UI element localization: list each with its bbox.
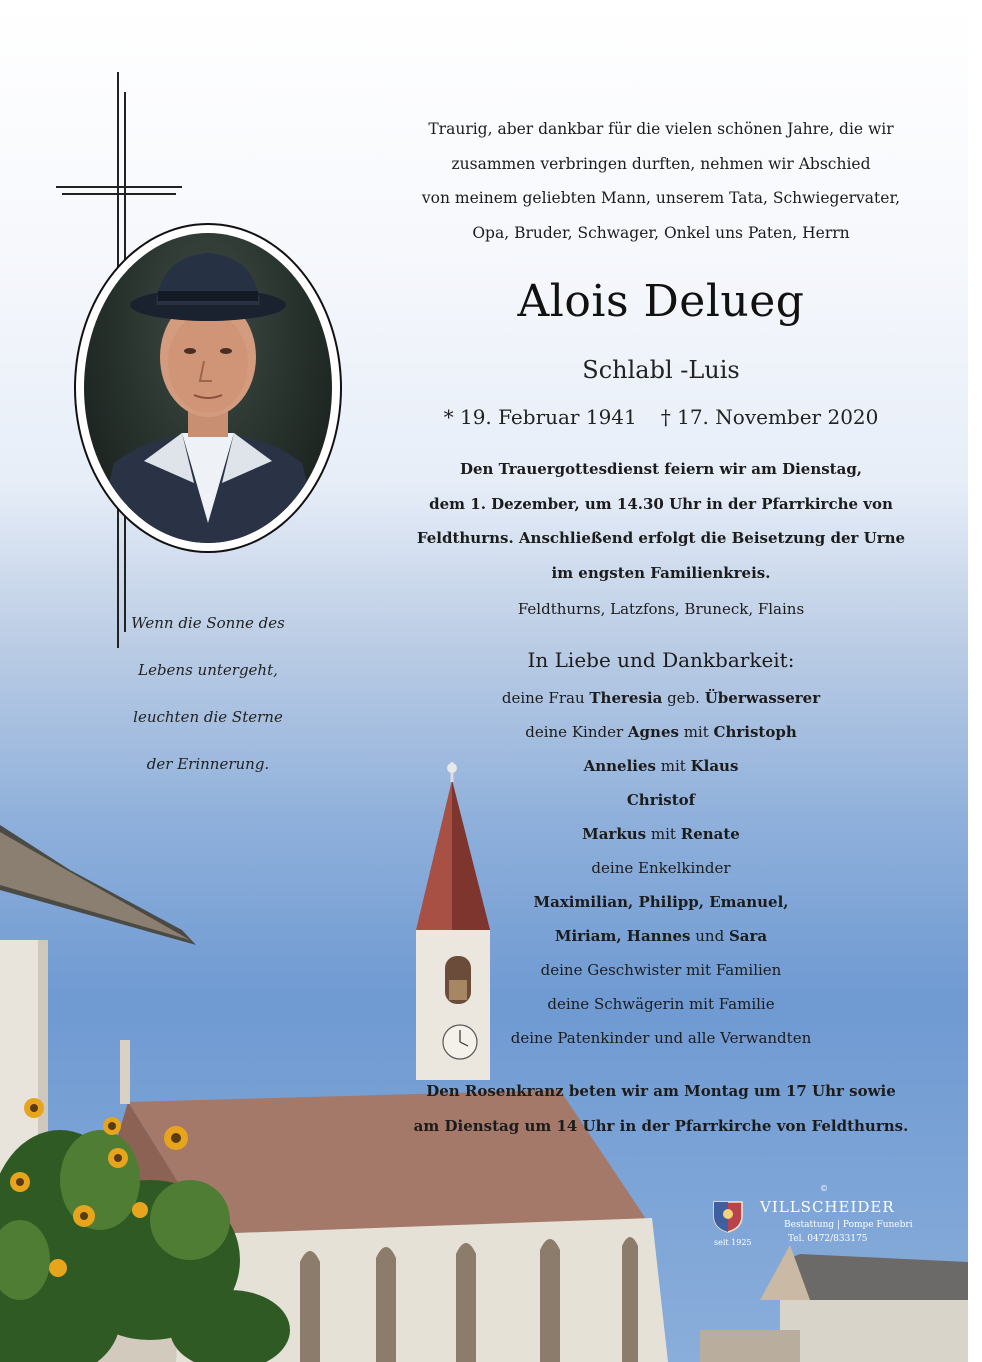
logo-phone: Tel. 0472/833175 bbox=[788, 1234, 868, 1244]
verse-line: Wenn die Sonne des bbox=[131, 614, 285, 632]
service-line: im engsten Familienkreis. bbox=[551, 563, 771, 582]
relative-line: deine Geschwister mit Familien bbox=[540, 961, 782, 979]
relative-line: deine Schwägerin mit Familie bbox=[547, 995, 775, 1013]
relatives-list bbox=[400, 681, 922, 1055]
page-margin bbox=[968, 0, 982, 1362]
life-dates bbox=[400, 398, 922, 436]
service-line: dem 1. Dezember, um 14.30 Uhr in der Pfarrkirche von bbox=[429, 494, 893, 513]
deceased-name: Alois Delueg bbox=[517, 276, 805, 327]
logo-since: seit 1925 bbox=[714, 1238, 752, 1247]
verse bbox=[110, 600, 306, 788]
rosary-text bbox=[400, 1074, 922, 1144]
verse-line: Lebens untergeht, bbox=[138, 661, 278, 679]
death-date: † 17. November 2020 bbox=[660, 405, 879, 429]
service-line: Den Trauergottesdienst feiern wir am Dienstag, bbox=[459, 460, 863, 478]
relative-line: Markus mit Renate bbox=[582, 825, 740, 843]
relative-line: deine Patenkinder und alle Verwandten bbox=[510, 1029, 812, 1047]
logo-subtitle: Bestattung | Pompe Funebri bbox=[784, 1220, 913, 1230]
intro-line: Opa, Bruder, Schwager, Onkel uns Paten, Herrn bbox=[472, 223, 850, 242]
cross-horizontal-line-inner bbox=[62, 193, 176, 195]
deceased-nickname: Schlabl -Luis bbox=[582, 356, 740, 384]
portrait-photo bbox=[84, 233, 332, 543]
rosary-line: Den Rosenkranz beten wir am Montag um 17 Uhr sowie bbox=[426, 1082, 896, 1100]
relative-line: Maximilian, Philipp, Emanuel, bbox=[533, 893, 789, 911]
relative-line: deine Enkelkinder bbox=[591, 859, 731, 877]
relative-line: deine Frau Theresia geb. Überwasserer bbox=[501, 689, 821, 707]
logo-name: VILLSCHEIDER bbox=[760, 1198, 895, 1216]
birth-date: * 19. Februar 1941 bbox=[443, 405, 637, 429]
relative-line: deine Kinder Agnes mit Christoph bbox=[525, 723, 797, 741]
relative-line: Miriam, Hannes und Sara bbox=[554, 927, 768, 945]
rosary-line: am Dienstag um 14 Uhr in der Pfarrkirche von Feldthurns. bbox=[413, 1117, 909, 1135]
funeral-service-text bbox=[400, 452, 922, 590]
crest-icon bbox=[710, 1198, 746, 1234]
verse-line: der Erinnerung. bbox=[146, 755, 270, 773]
verse-line: leuchten die Sterne bbox=[133, 708, 283, 726]
relative-line: Annelies mit Klaus bbox=[583, 757, 739, 775]
intro-line: von meinem geliebten Mann, unserem Tata, Schwiegervater, bbox=[421, 189, 901, 207]
service-line: Feldthurns. Anschließend erfolgt die Beisetzung der Urne bbox=[416, 529, 906, 547]
relative-line: Christof bbox=[626, 791, 696, 809]
intro-line: zusammen verbringen durften, nehmen wir Abschied bbox=[451, 154, 871, 173]
cross-horizontal-line bbox=[56, 186, 182, 188]
intro-text bbox=[400, 112, 922, 250]
funeral-home-logo: © VILLSCHEIDER Bestattung | Pompe Funebri Tel. 0472/833175 seit 1925 bbox=[708, 1190, 908, 1250]
love-heading: In Liebe und Dankbarkeit: bbox=[527, 648, 795, 672]
intro-line: Traurig, aber dankbar für die vielen schönen Jahre, die wir bbox=[428, 120, 894, 138]
places: Feldthurns, Latzfons, Bruneck, Flains bbox=[517, 600, 805, 618]
